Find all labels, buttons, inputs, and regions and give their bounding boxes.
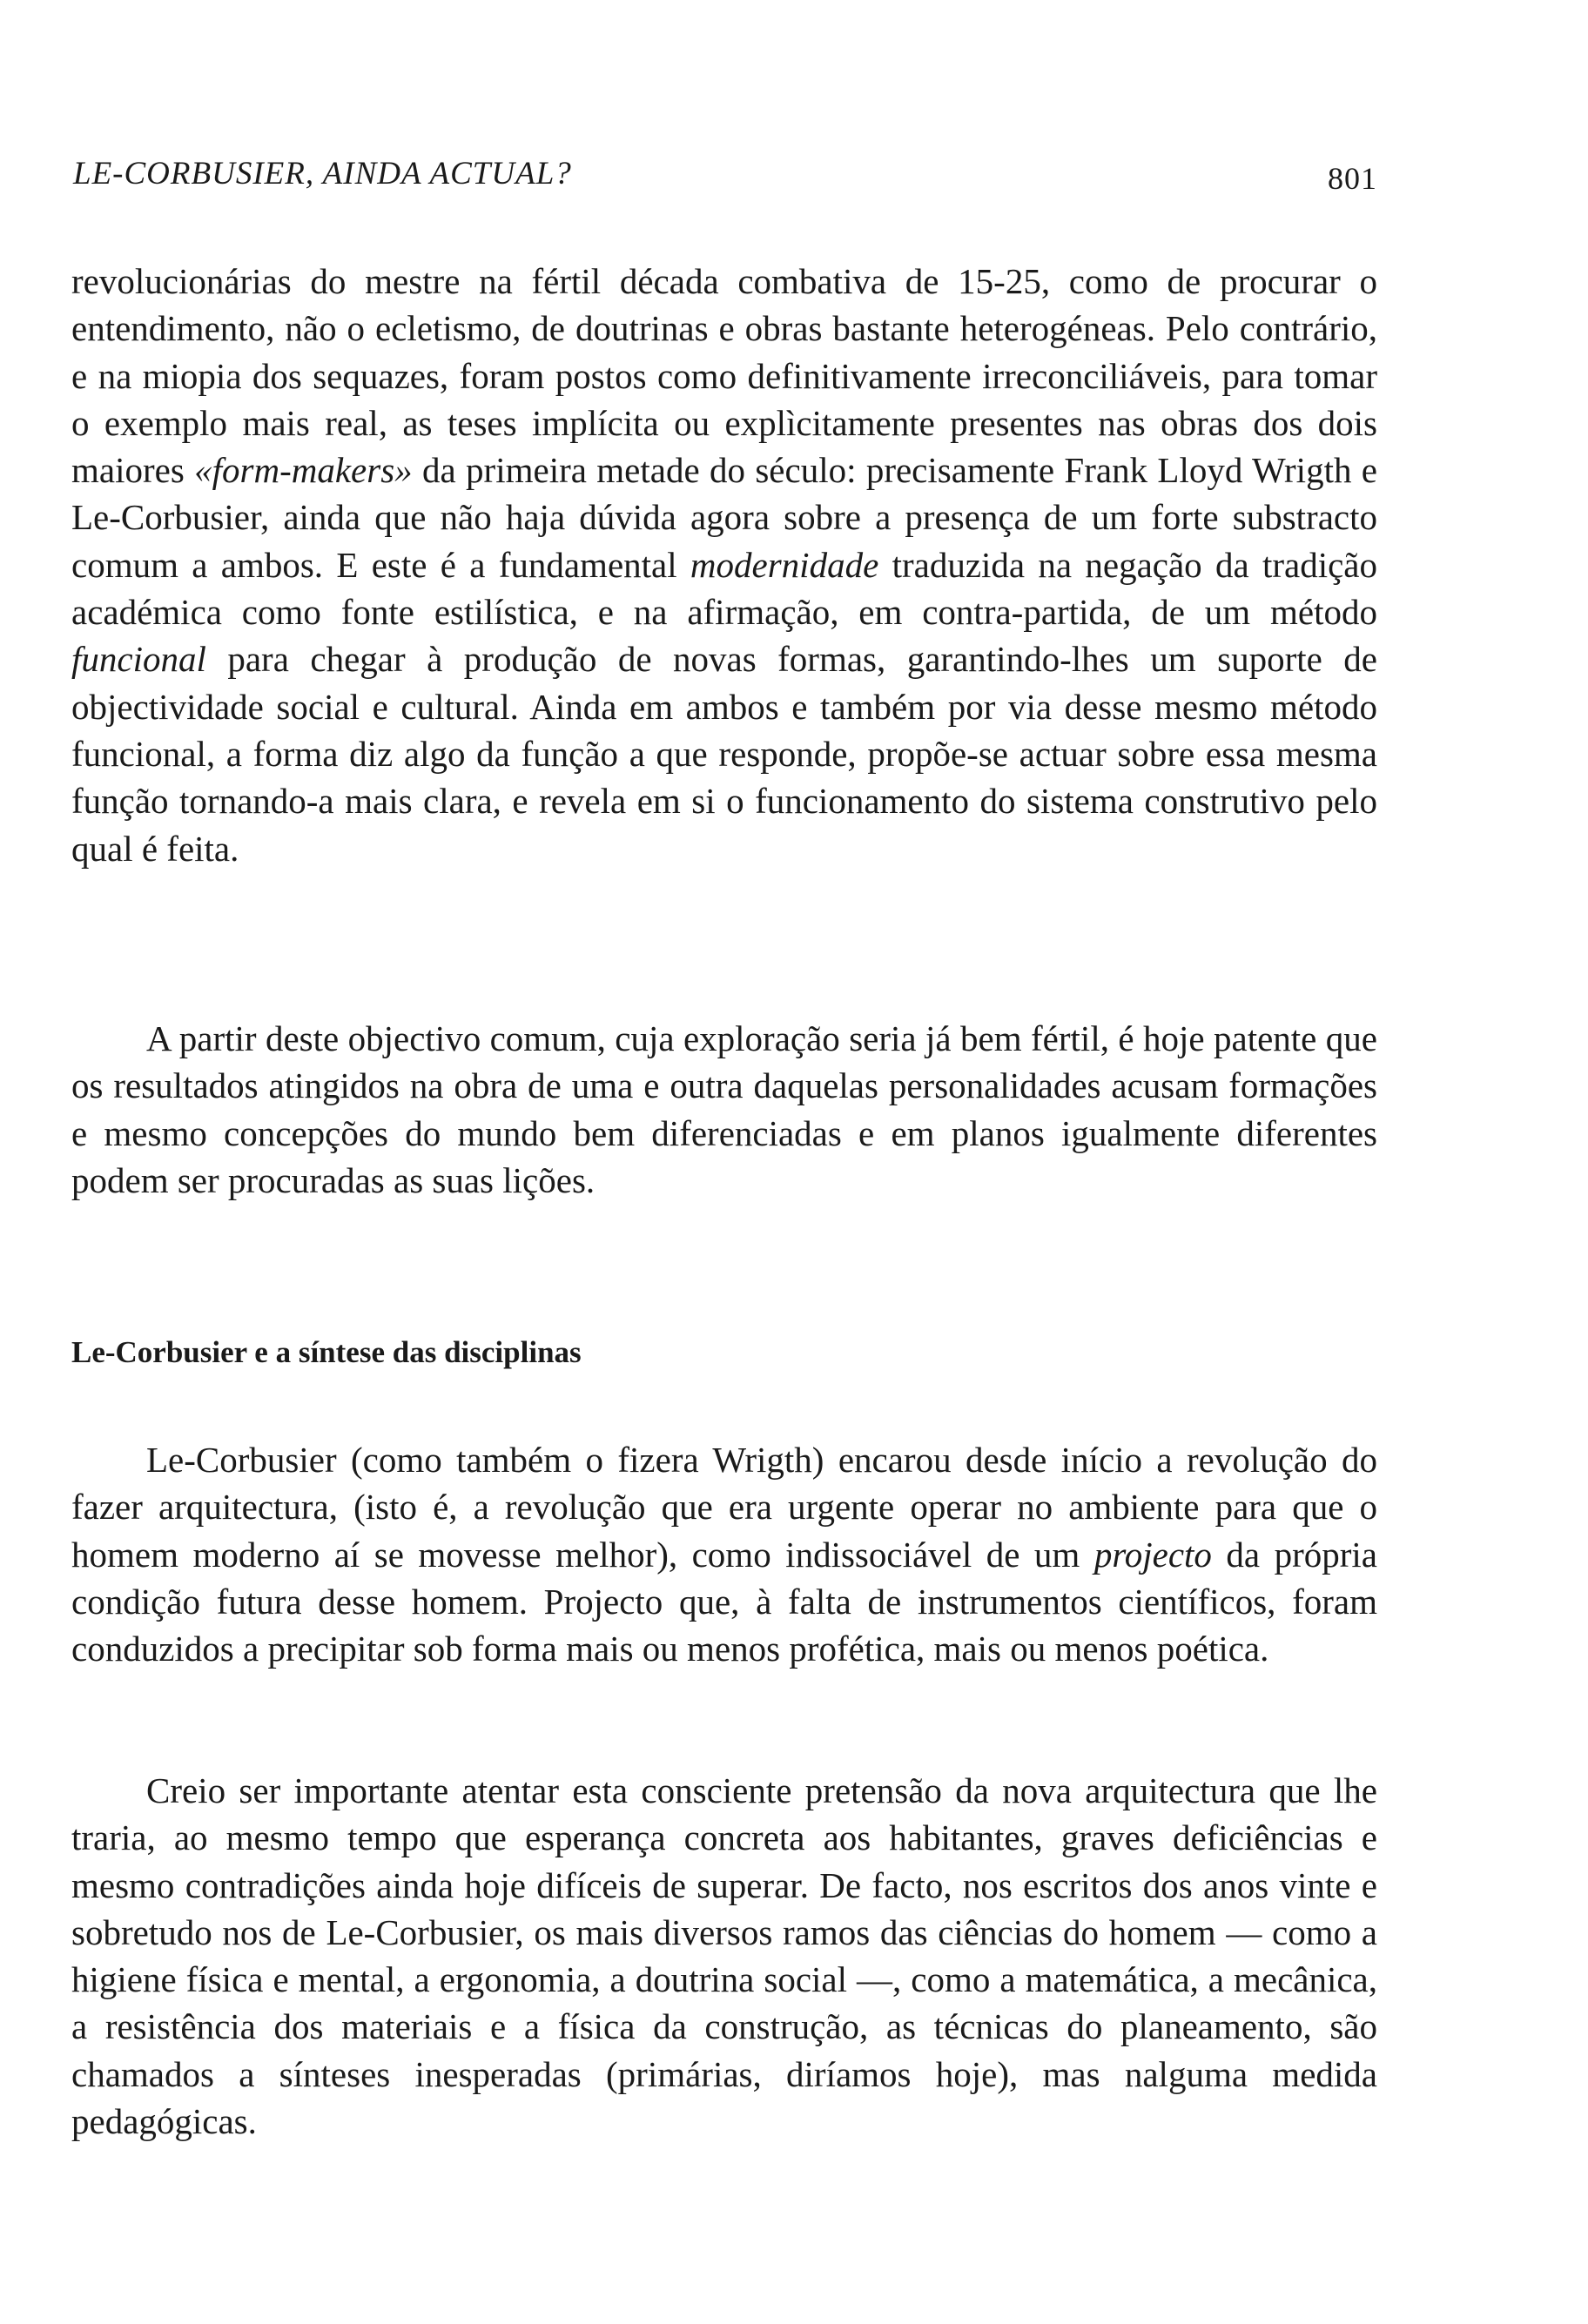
paragraph-1-text: traduzida na negação da tradição académica como fonte estilística, e na afirmação, em contra-partida, de um método xyxy=(71,544,1377,633)
paragraph-1-text: revolucionárias do mestre na fértil década combativa de 15-25, como de procurar o entendimento, não o ecletismo, de doutrinas e obras bastante heterogéneas. Pelo contrário, e na miopia dos sequazes, foram postos como definitivamente irreconciliáveis, para tomar o exemplo mais real, as teses implícita ou explìcitamente presentes nas obras dos dois maiores xyxy=(71,261,1377,491)
paragraph-3-text: Le-Corbusier (como também o fizera Wrigth) encarou desde início a revolução do fazer arquitectura, (isto é, a revolução que era urgente operar no ambiente para que o homem moderno aí se movesse melhor), como indissociável de um xyxy=(71,1440,1377,1575)
paragraph-4-text: Creio ser importante atentar esta consciente pretensão da nova arquitectura que lhe traria, ao mesmo tempo que esperança concreta aos habitantes, graves deficiências e mesmo contradições ainda hoje difíceis de superar. De facto, nos escritos dos anos vinte e sobretudo nos de Le-Corbusier, os mais diversos ramos das ciências do homem — como a higiene física e mental, a ergonomia, a doutrina social —, como a matemática, a mecânica, a resistência dos materiais e a física da construção, as técnicas do planeamento, são chamados a sínteses inesperadas (primárias, diríamos hoje), mas nalguma medida pedagógicas. xyxy=(71,1770,1377,2142)
page-number: 801 xyxy=(1328,161,1377,196)
paragraph-4 xyxy=(71,1767,1377,2145)
paragraph-1-emphasis-form-makers: «form-makers» xyxy=(194,450,413,491)
paragraph-1-text: para chegar à produção de novas formas, garantindo-lhes um suporte de objectividade social e cultural. Ainda em ambos e também por via desse mesmo método funcional, a forma diz algo da função a que responde, propõe-se actuar sobre essa mesma função tornando-a mais clara, e revela em si o funcionamento do sistema construtivo pelo qual é feita. xyxy=(71,639,1377,869)
document-page xyxy=(71,0,1377,2324)
paragraph-1-text: da primeira metade do século: precisamente Frank Lloyd Wrigth e Le-Corbusier, ainda que não haja dúvida agora sobre a presença de um forte substracto comum a ambos. E este é a fundamental xyxy=(71,450,1377,585)
paragraph-1-emphasis-funcional: funcional xyxy=(71,639,206,680)
paragraph-3-emphasis-projecto: projecto xyxy=(1093,1534,1212,1575)
paragraph-1-emphasis-modernidade: modernidade xyxy=(690,544,879,585)
running-header xyxy=(71,155,1377,207)
section-heading: Le-Corbusier e a síntese das disciplinas xyxy=(71,1335,582,1369)
paragraph-3 xyxy=(71,1436,1377,1672)
paragraph-3-text: da própria condição futura desse homem. Projecto que, à falta de instrumentos científicos, foram conduzidos a precipitar sob forma mais ou menos profética, mais ou menos poética. xyxy=(71,1534,1378,1669)
paragraph-1 xyxy=(71,258,1377,872)
paragraph-2 xyxy=(71,1015,1377,1204)
paragraph-2-text: A partir deste objectivo comum, cuja exploração seria já bem fértil, é hoje patente que os resultados atingidos na obra de uma e outra daquelas personalidades acusam formações e mesmo concepções do mundo bem diferenciadas e em planos igualmente diferentes podem ser procuradas as suas lições. xyxy=(71,1018,1377,1200)
running-title: LE-CORBUSIER, AINDA ACTUAL? xyxy=(73,156,572,191)
